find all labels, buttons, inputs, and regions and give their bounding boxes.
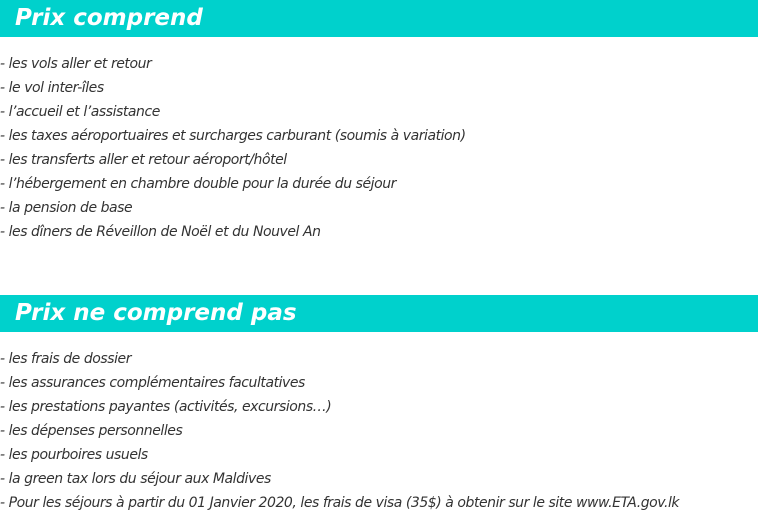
list-item: - la pension de base: [0, 200, 133, 216]
list-item: - les vols aller et retour: [0, 56, 152, 72]
list-item: - Pour les séjours à partir du 01 Janvier 2020, les frais de visa (35$) à obtenir sur le site www.ETA.gov.lk: [0, 495, 680, 511]
list-item: - les dîners de Réveillon de Noël et du Nouvel An: [0, 224, 321, 240]
list-item: - les frais de dossier: [0, 351, 131, 367]
list-item: - les prestations payantes (activités, excursions…): [0, 399, 332, 415]
list-item: - les pourboires usuels: [0, 447, 148, 463]
list-item: - l’hébergement en chambre double pour la durée du séjour: [0, 176, 396, 192]
excluded-section-title: Prix ne comprend pas: [15, 300, 297, 326]
excluded-items-list: [0, 347, 679, 515]
excluded-section-header: [0, 295, 758, 332]
list-item: - le vol inter-îles: [0, 80, 104, 96]
included-section-header: [0, 0, 758, 37]
list-item: - les taxes aéroportuaires et surcharges carburant (soumis à variation): [0, 128, 466, 144]
list-item: - les transferts aller et retour aéroport/hôtel: [0, 152, 287, 168]
included-items-list: [0, 52, 466, 244]
list-item: - la green tax lors du séjour aux Maldives: [0, 471, 271, 487]
included-section-title: Prix comprend: [15, 5, 203, 31]
list-item: - les assurances complémentaires facultatives: [0, 375, 305, 391]
list-item: - l’accueil et l’assistance: [0, 104, 160, 120]
list-item: - les dépenses personnelles: [0, 423, 183, 439]
